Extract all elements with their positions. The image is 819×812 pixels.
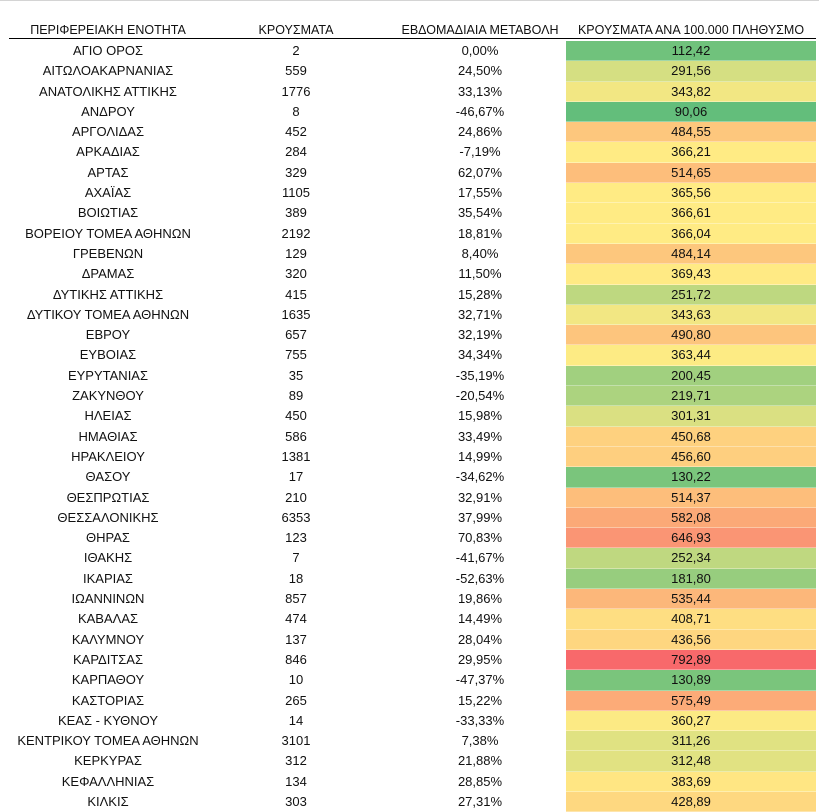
cell-cases-per-100k[interactable]: 792,89 <box>566 650 816 670</box>
cell-cases[interactable]: 857 <box>285 591 307 607</box>
cell-region[interactable]: ΚΕΦΑΛΛΗΝΙΑΣ <box>61 773 155 789</box>
cell-cases[interactable]: 452 <box>285 124 307 140</box>
cell-cases-per-100k[interactable]: 200,45 <box>566 366 816 386</box>
cell-cases[interactable]: 586 <box>285 428 307 444</box>
cell-cases[interactable]: 7 <box>292 550 300 566</box>
table-row <box>9 325 816 345</box>
cell-cases[interactable]: 320 <box>285 266 307 282</box>
cell-cases[interactable]: 6353 <box>281 509 311 525</box>
cell-cases-per-100k[interactable]: 646,93 <box>566 528 816 548</box>
cell-cases[interactable]: 35 <box>288 367 304 383</box>
cell-region[interactable]: ΕΥΡΥΤΑΝΙΑΣ <box>67 367 149 383</box>
cell-weekly-change[interactable]: -46,67% <box>455 103 505 119</box>
cell-weekly-change[interactable]: 15,28% <box>457 286 503 302</box>
cell-cases-per-100k[interactable]: 312,48 <box>566 751 816 771</box>
cell-cases-per-100k[interactable]: 369,43 <box>566 264 816 284</box>
cell-cases-per-100k[interactable]: 428,89 <box>566 792 816 812</box>
cell-region[interactable]: ΔΥΤΙΚΗΣ ΑΤΤΙΚΗΣ <box>52 286 164 302</box>
cell-cases[interactable]: 846 <box>285 651 307 667</box>
cell-cases-per-100k[interactable]: 363,44 <box>566 345 816 365</box>
table-row <box>9 772 816 792</box>
cell-cases[interactable]: 657 <box>285 327 307 343</box>
table-row <box>9 670 816 690</box>
cell-cases[interactable]: 474 <box>285 611 307 627</box>
cell-weekly-change[interactable]: 14,99% <box>457 448 503 464</box>
cell-weekly-change[interactable]: 33,13% <box>457 83 503 99</box>
table-row <box>9 427 816 447</box>
cell-cases[interactable]: 559 <box>285 63 307 79</box>
header-cases[interactable]: ΚΡΟΥΣΜΑΤΑ <box>258 23 334 37</box>
cell-cases-per-100k[interactable]: 535,44 <box>566 589 816 609</box>
table-row <box>9 731 816 751</box>
table-row <box>9 650 816 670</box>
cell-cases-per-100k[interactable]: 130,89 <box>566 670 816 690</box>
cell-weekly-change[interactable]: 15,22% <box>457 692 503 708</box>
cell-cases[interactable]: 2192 <box>281 225 311 241</box>
cell-region[interactable]: ΕΒΡΟΥ <box>85 327 131 343</box>
cell-weekly-change[interactable]: -34,62% <box>455 469 505 485</box>
cell-cases-per-100k[interactable]: 181,80 <box>566 569 816 589</box>
cell-weekly-change[interactable]: -7,19% <box>459 144 501 160</box>
cell-cases[interactable]: 1635 <box>281 306 311 322</box>
cell-cases[interactable]: 134 <box>285 773 307 789</box>
cell-weekly-change[interactable]: 70,83% <box>457 530 503 546</box>
cell-cases-per-100k[interactable]: 514,37 <box>566 488 816 508</box>
cell-weekly-change[interactable]: 62,07% <box>457 164 503 180</box>
table-row <box>9 264 816 284</box>
cell-region[interactable]: ΓΡΕΒΕΝΩΝ <box>72 245 144 261</box>
cell-cases-per-100k[interactable]: 366,61 <box>566 203 816 223</box>
cell-cases-per-100k[interactable]: 436,56 <box>566 630 816 650</box>
cell-cases[interactable]: 2 <box>292 43 300 58</box>
table-row <box>9 589 816 609</box>
cell-cases[interactable]: 14 <box>288 712 304 728</box>
cell-cases-per-100k[interactable]: 575,49 <box>566 691 816 711</box>
cell-cases[interactable]: 284 <box>285 144 307 160</box>
cell-region[interactable]: ΑΝΔΡΟΥ <box>81 103 135 119</box>
cell-cases-per-100k[interactable]: 484,55 <box>566 122 816 142</box>
cell-weekly-change[interactable]: -52,63% <box>455 570 505 586</box>
cell-region[interactable]: ΒΟΙΩΤΙΑΣ <box>77 205 139 221</box>
cell-cases[interactable]: 312 <box>285 753 307 769</box>
cell-weekly-change[interactable]: 11,50% <box>458 266 502 282</box>
cell-cases-per-100k[interactable]: 291,56 <box>566 61 816 81</box>
table-row <box>9 467 816 487</box>
cell-region[interactable]: ΚΙΛΚΙΣ <box>87 793 129 809</box>
cell-cases[interactable]: 1381 <box>281 448 311 464</box>
cell-weekly-change[interactable]: 24,86% <box>457 124 503 140</box>
cell-region[interactable]: ΒΟΡΕΙΟΥ ΤΟΜΕΑ ΑΘΗΝΩΝ <box>25 225 191 241</box>
cell-weekly-change[interactable]: 17,55% <box>457 185 503 201</box>
cell-cases[interactable]: 17 <box>288 469 304 485</box>
cell-cases[interactable]: 1105 <box>282 185 310 201</box>
header-row <box>9 22 816 39</box>
table-row <box>9 751 816 771</box>
cell-weekly-change[interactable]: -20,54% <box>455 388 505 404</box>
table-row <box>9 163 816 183</box>
cell-cases-per-100k[interactable]: 130,22 <box>566 467 816 487</box>
cell-weekly-change[interactable]: -41,67% <box>455 550 505 566</box>
cell-cases-per-100k[interactable]: 219,71 <box>566 386 816 406</box>
cell-region[interactable]: ΚΑΒΑΛΑΣ <box>77 611 139 627</box>
cell-cases[interactable]: 265 <box>285 692 307 708</box>
table-row <box>9 285 816 305</box>
cell-region[interactable]: ΘΗΡΑΣ <box>86 530 130 546</box>
cell-region[interactable]: ΘΑΣΟΥ <box>85 469 131 485</box>
table-row <box>9 508 816 528</box>
table-row <box>9 122 816 142</box>
cell-region[interactable]: ΑΝΑΤΟΛΙΚΗΣ ΑΤΤΙΚΗΣ <box>39 83 177 99</box>
table-row <box>9 548 816 568</box>
cell-cases[interactable]: 8 <box>292 103 300 119</box>
cell-weekly-change[interactable]: 29,95% <box>457 651 503 667</box>
cell-region[interactable]: ΙΩΑΝΝΙΝΩΝ <box>71 591 145 607</box>
cell-region[interactable]: ΘΕΣΠΡΩΤΙΑΣ <box>66 489 150 505</box>
table-row <box>9 82 816 102</box>
top-border <box>0 0 819 1</box>
table-row <box>9 569 816 589</box>
cell-weekly-change[interactable]: 32,19% <box>457 327 503 343</box>
cell-weekly-change[interactable]: 19,86% <box>457 591 503 607</box>
cell-region[interactable]: ΘΕΣΣΑΛΟΝΙΚΗΣ <box>57 509 159 525</box>
table-row <box>9 406 816 426</box>
cell-cases[interactable]: 389 <box>285 205 307 221</box>
cell-cases[interactable]: 18 <box>288 570 304 586</box>
cell-region[interactable]: ΗΜΑΘΙΑΣ <box>78 428 138 444</box>
table-row <box>9 528 816 548</box>
cell-cases-per-100k[interactable]: 343,82 <box>566 82 816 102</box>
cell-region[interactable]: ΕΥΒΟΙΑΣ <box>79 347 137 363</box>
table-row <box>9 609 816 629</box>
table-row <box>9 102 816 122</box>
header-weekly-change[interactable]: ΕΒΔΟΜΑΔΙΑΙΑ ΜΕΤΑΒΟΛΗ <box>401 23 559 37</box>
cell-cases[interactable]: 303 <box>285 793 307 809</box>
cell-cases-per-100k[interactable]: 484,14 <box>566 244 816 264</box>
cell-weekly-change[interactable]: 28,04% <box>457 631 503 647</box>
cell-cases[interactable]: 1776 <box>281 83 311 99</box>
cell-region[interactable]: ΚΑΛΥΜΝΟΥ <box>71 631 145 647</box>
table-row <box>9 345 816 365</box>
cell-cases-per-100k[interactable]: 112,42 <box>566 41 816 61</box>
cell-region[interactable]: ΗΛΕΙΑΣ <box>84 408 132 424</box>
cell-region[interactable]: ΑΡΤΑΣ <box>87 164 129 180</box>
cell-cases[interactable]: 137 <box>285 631 307 647</box>
cell-cases[interactable]: 129 <box>285 245 307 261</box>
cell-cases-per-100k[interactable]: 90,06 <box>566 102 816 122</box>
table-row <box>9 366 816 386</box>
cell-cases-per-100k[interactable]: 383,69 <box>566 772 816 792</box>
cell-weekly-change[interactable]: 24,50% <box>457 63 503 79</box>
table-row <box>9 488 816 508</box>
cell-cases[interactable]: 10 <box>288 672 304 688</box>
cell-region[interactable]: ΚΑΡΔΙΤΣΑΣ <box>72 651 144 667</box>
cell-cases-per-100k[interactable]: 365,56 <box>566 183 816 203</box>
cell-weekly-change[interactable]: 34,34% <box>457 347 503 363</box>
cell-region[interactable]: ΚΑΣΤΟΡΙΑΣ <box>71 692 145 708</box>
table-row <box>9 41 816 61</box>
table-row <box>9 630 816 650</box>
cell-cases[interactable]: 123 <box>285 530 307 546</box>
cell-cases[interactable]: 755 <box>285 347 307 363</box>
cell-cases-per-100k[interactable]: 343,63 <box>566 305 816 325</box>
cell-region[interactable]: ΑΙΤΩΛΟΑΚΑΡΝΑΝΙΑΣ <box>42 63 174 79</box>
cell-weekly-change[interactable]: 8,40% <box>461 245 499 261</box>
cell-cases-per-100k[interactable]: 408,71 <box>566 609 816 629</box>
cell-region[interactable]: ΑΧΑΪΑΣ <box>84 185 132 201</box>
cell-weekly-change[interactable]: 33,49% <box>457 428 503 444</box>
table-row <box>9 305 816 325</box>
cell-region[interactable]: ΚΕΡΚΥΡΑΣ <box>74 753 142 769</box>
table-row <box>9 386 816 406</box>
cell-weekly-change[interactable]: 32,71% <box>457 306 503 322</box>
header-cases-per-100k[interactable]: ΚΡΟΥΣΜΑΤΑ ΑΝΑ 100.000 ΠΛΗΘΥΣΜΟ <box>577 23 805 37</box>
cell-region[interactable]: ΑΡΚΑΔΙΑΣ <box>76 144 140 160</box>
cell-cases-per-100k[interactable]: 366,04 <box>566 224 816 244</box>
cell-region[interactable]: ΚΕΑΣ - ΚΥΘΝΟΥ <box>57 712 159 728</box>
cell-cases[interactable]: 89 <box>288 388 304 404</box>
cell-cases-per-100k[interactable]: 252,34 <box>566 548 816 568</box>
cell-weekly-change[interactable]: -47,37% <box>455 672 505 688</box>
cell-weekly-change[interactable]: 35,54% <box>457 205 503 221</box>
cell-cases-per-100k[interactable]: 514,65 <box>566 163 816 183</box>
cell-region[interactable]: ΗΡΑΚΛΕΙΟΥ <box>71 448 145 464</box>
cell-weekly-change[interactable]: 27,31% <box>457 793 503 809</box>
cell-weekly-change[interactable]: 37,99% <box>457 509 503 525</box>
table-row <box>9 61 816 81</box>
cell-region[interactable]: ΑΓΙΟ ΟΡΟΣ <box>72 43 144 58</box>
cell-cases-per-100k[interactable]: 251,72 <box>566 285 816 305</box>
table-row <box>9 203 816 223</box>
table-row <box>9 244 816 264</box>
table-row <box>9 711 816 731</box>
cell-cases[interactable]: 210 <box>285 489 307 505</box>
table-body <box>9 41 816 812</box>
cell-cases-per-100k[interactable]: 366,21 <box>566 142 816 162</box>
cell-weekly-change[interactable]: 18,81% <box>457 225 503 241</box>
cell-weekly-change[interactable]: 28,85% <box>457 773 503 789</box>
cell-cases[interactable]: 329 <box>285 164 307 180</box>
cell-cases-per-100k[interactable]: 301,31 <box>566 406 816 426</box>
table-row <box>9 224 816 244</box>
cell-cases-per-100k[interactable]: 311,26 <box>566 731 816 751</box>
table-row <box>9 691 816 711</box>
cell-cases-per-100k[interactable]: 490,80 <box>566 325 816 345</box>
cell-region[interactable]: ΔΥΤΙΚΟΥ ΤΟΜΕΑ ΑΘΗΝΩΝ <box>26 306 190 322</box>
cell-region[interactable]: ΙΘΑΚΗΣ <box>83 550 133 566</box>
cell-cases[interactable]: 3101 <box>281 733 311 749</box>
cell-region[interactable]: ΙΚΑΡΙΑΣ <box>83 570 133 586</box>
cell-region[interactable]: ΚΑΡΠΑΘΟΥ <box>71 672 145 688</box>
cell-weekly-change[interactable]: 14,49% <box>457 611 503 627</box>
cell-weekly-change[interactable]: 7,38% <box>461 733 499 749</box>
table-row <box>9 447 816 467</box>
cell-cases-per-100k[interactable]: 582,08 <box>566 508 816 528</box>
cell-cases[interactable]: 415 <box>285 286 307 302</box>
cell-cases-per-100k[interactable]: 450,68 <box>566 427 816 447</box>
cell-region[interactable]: ΚΕΝΤΡΙΚΟΥ ΤΟΜΕΑ ΑΘΗΝΩΝ <box>17 733 199 749</box>
cell-cases[interactable]: 450 <box>285 408 307 424</box>
cell-region[interactable]: ΖΑΚΥΝΘΟΥ <box>72 388 144 404</box>
table-row <box>9 792 816 812</box>
header-region[interactable]: ΠΕΡΙΦΕΡΕΙΑΚΗ ΕΝΟΤΗΤΑ <box>30 23 186 37</box>
table-row <box>9 142 816 162</box>
table-row <box>9 183 816 203</box>
cell-weekly-change[interactable]: 21,88% <box>457 753 503 769</box>
cell-weekly-change[interactable]: 15,98% <box>457 408 503 424</box>
cell-weekly-change[interactable]: -33,33% <box>455 712 505 728</box>
cell-weekly-change[interactable]: 0,00% <box>461 43 499 58</box>
cell-region[interactable]: ΑΡΓΟΛΙΔΑΣ <box>71 124 145 140</box>
cell-cases-per-100k[interactable]: 456,60 <box>566 447 816 467</box>
cell-region[interactable]: ΔΡΑΜΑΣ <box>81 266 135 282</box>
cell-weekly-change[interactable]: 32,91% <box>457 489 503 505</box>
cell-weekly-change[interactable]: -35,19% <box>455 367 505 383</box>
cell-cases-per-100k[interactable]: 360,27 <box>566 711 816 731</box>
